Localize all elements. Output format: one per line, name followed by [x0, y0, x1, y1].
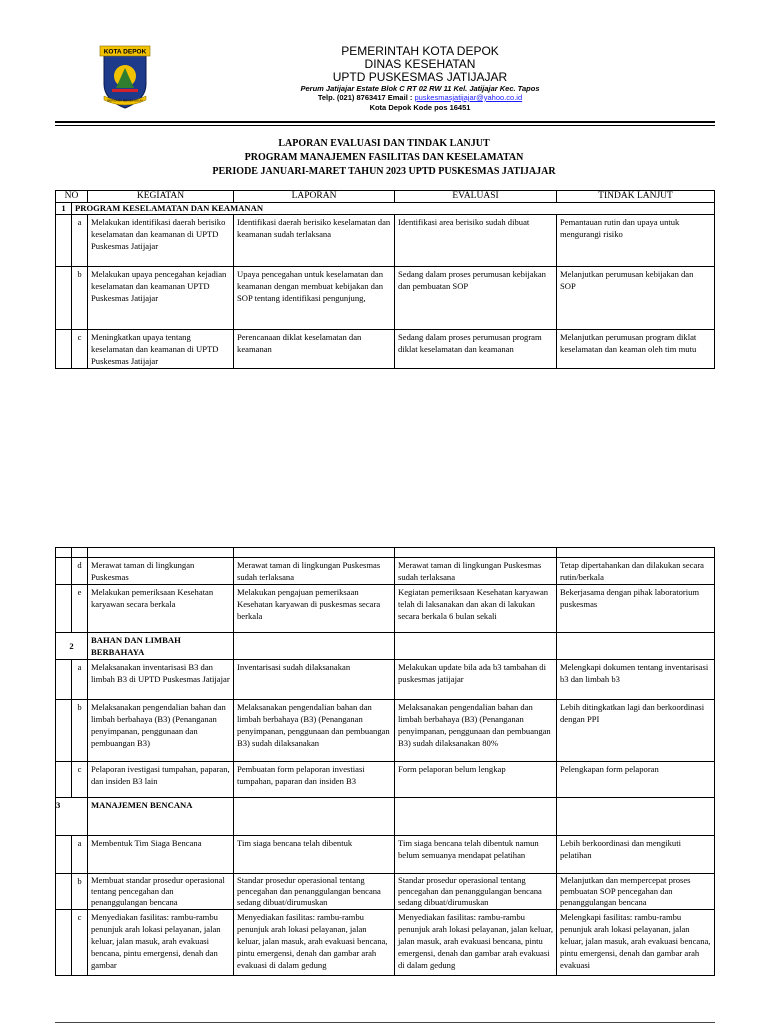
section-title: BAHAN DAN LIMBAH BERBAHAYA: [88, 633, 234, 660]
cell-tindak-lanjut: Melengkapi dokumen tentang inventarisasi b3 dan limbah b3: [557, 660, 715, 700]
logo-motto: BERSAMA MEMBANGUN: [107, 98, 143, 103]
header-tindak-lanjut: TINDAK LANJUT: [557, 191, 715, 203]
row-letter: d: [72, 558, 88, 585]
header-laporan: LAPORAN: [234, 191, 395, 203]
cell-evaluasi: Tim siaga bencana telah dibentuk namun belum semuanya mendapat pelatihan: [395, 836, 557, 874]
header-line-2: DINAS KESEHATAN: [364, 57, 476, 71]
cell-laporan: Upaya pencegahan untuk keselamatan dan keamanan dengan membuat kebijakan dan SOP tentang identifikasi pengunjung,: [234, 267, 395, 330]
cell-tindak-lanjut: Tetap dipertahankan dan dilakukan secara rutin/berkala: [557, 558, 715, 585]
cell-tindak-lanjut: Lebih berkoordinasi dan mengikuti pelatihan: [557, 836, 715, 874]
cell-tindak-lanjut: Lebih ditingkatkan lagi dan berkoordinasi dengan PPI: [557, 700, 715, 762]
header-contact: [210, 94, 630, 103]
row-letter: a: [72, 660, 88, 700]
header-kegiatan: KEGIATAN: [88, 191, 234, 203]
cell-kegiatan: Menyediakan fasilitas: rambu-rambu penunjuk arah lokasi pelayanan, jalan keluar, jalan masuk, arah evakuasi bencana, pintu emergensi, denah dan gambar: [88, 910, 234, 976]
cell-laporan: Melaksanakan pengendalian bahan dan limbah berbahaya (B3) (Penanganan penyimpanan, penggunaan dan pembuangan B3) sudah dilaksanakan: [234, 700, 395, 762]
cell-evaluasi: Sedang dalam proses perumusan kebijakan dan pembuatan SOP: [395, 267, 557, 330]
cell-evaluasi: Identifikasi area berisiko sudah dibuat: [395, 215, 557, 267]
cell-evaluasi: Form pelaporan belum lengkap: [395, 762, 557, 798]
cell-laporan: Perencanaan diklat keselamatan dan keamanan: [234, 330, 395, 369]
header-email-link[interactable]: puskesmasjatijajar@yahoo.co.id: [414, 93, 523, 102]
header-phone: Telp. (021) 8763417 Email :: [317, 93, 413, 102]
cell-kegiatan: Merawat taman di lingkungan Puskesmas: [88, 558, 234, 585]
section-title: MANAJEMEN BENCANA: [88, 798, 234, 836]
report-title-line-2: PROGRAM MANAJEMEN FASILITAS DAN KESELAMATAN: [244, 152, 524, 163]
report-title-line-1: LAPORAN EVALUASI DAN TINDAK LANJUT: [278, 138, 490, 149]
cell-evaluasi: Standar prosedur operasional tentang pencegahan dan penanggulangan bencana sedang dibuat/dirumuskan: [395, 874, 557, 910]
cell-tindak-lanjut: Pemantauan rutin dan upaya untuk mengurangi risiko: [557, 215, 715, 267]
section-row: [56, 203, 715, 215]
cell-kegiatan: Membentuk Tim Siaga Bencana: [88, 836, 234, 874]
table-row: [56, 762, 715, 798]
section-title: PROGRAM KESELAMATAN DAN KEAMANAN: [72, 203, 715, 215]
table-row: [56, 910, 715, 976]
cell-evaluasi: Sedang dalam proses perumusan program diklat keselamatan dan keamanan: [395, 330, 557, 369]
table-header-row: [56, 191, 715, 203]
table-row: [56, 700, 715, 762]
row-letter: c: [72, 330, 88, 369]
row-letter: c: [72, 910, 88, 976]
cell-kegiatan: Melakukan pemeriksaan Kesehatan karyawan secara berkala: [88, 585, 234, 633]
header-city: Kota Depok Kode pos 16451: [369, 103, 471, 112]
cell-evaluasi: Melaksanakan pengendalian bahan dan limbah berbahaya (B3) (Penanganan penyimpanan, penggunaan dan pembuangan B3) sudah dilaksanakan 80%: [395, 700, 557, 762]
section-number: 2: [56, 633, 88, 660]
cell-kegiatan: Melakukan upaya pencegahan kejadian keselamatan dan keamanan UPTD Puskesmas Jatijajar: [88, 267, 234, 330]
cell-laporan: Menyediakan fasilitas: rambu-rambu penunjuk arah lokasi pelayanan, jalan keluar, jalan masuk, arah evakuasi bencana, pintu emergensi, denah dan gambar arah evakuasi di dalam gedung: [234, 910, 395, 976]
row-letter: e: [72, 585, 88, 633]
table-row: [56, 660, 715, 700]
section-number: 1: [56, 203, 72, 215]
logo-text: KOTA DEPOK: [103, 48, 147, 56]
cell-tindak-lanjut: Melengkapi fasilitas: rambu-rambu penunjuk arah lokasi pelayanan, jalan keluar, jalan masuk, arah evakuasi bencana, pintu emergensi, denah dan gambar arah evakuasi: [557, 910, 715, 976]
section-row: [56, 798, 715, 836]
cell-laporan: Pembuatan form pelaporan investiasi tumpahan, paparan dan insiden B3: [234, 762, 395, 798]
row-letter: a: [72, 215, 88, 267]
cell-laporan: Tim siaga bencana telah dibentuk: [234, 836, 395, 874]
cell-tindak-lanjut: Melanjutkan dan mempercepat proses pembuatan SOP pencegahan dan penanggulangan bencana: [557, 874, 715, 910]
header-evaluasi: EVALUASI: [395, 191, 557, 203]
cell-kegiatan: Membuat standar prosedur operasional tentang pencegahan dan penanggulangan bencana: [88, 874, 234, 910]
header-rule-thin: [55, 125, 715, 126]
cell-laporan: Standar prosedur operasional tentang pencegahan dan penanggulangan bencana sedang dibuat/dirumuskan: [234, 874, 395, 910]
kota-depok-logo: [98, 44, 152, 110]
row-letter: b: [72, 267, 88, 330]
section-row: [56, 633, 715, 660]
cell-laporan: Inventarisasi sudah dilaksanakan: [234, 660, 395, 700]
cell-tindak-lanjut: Melanjutkan perumusan program diklat keselamatan dan keaman oleh tim mutu: [557, 330, 715, 369]
table-row: [56, 585, 715, 633]
row-letter: a: [72, 836, 88, 874]
header-rule-thick: [55, 121, 715, 123]
table-row: [56, 836, 715, 874]
cell-evaluasi: Menyediakan fasilitas: rambu-rambu penunjuk arah lokasi pelayanan, jalan keluar, jalan masuk, arah evakuasi bencana, pintu emergensi, denah dan gambar arah evakuasi di dalam gedung: [395, 910, 557, 976]
header-no: NO: [56, 191, 88, 203]
cell-laporan: Melakukan pengajuan pemeriksaan Kesehatan karyawan di puskesmas secara berkala: [234, 585, 395, 633]
cell-kegiatan: Melaksanakan pengendalian bahan dan limbah berbahaya (B3) (Penanganan penyimpanan, penggunaan dan pembuangan B3): [88, 700, 234, 762]
cell-laporan: Merawat taman di lingkungan Puskesmas sudah terlaksana: [234, 558, 395, 585]
row-letter: c: [72, 762, 88, 798]
cell-evaluasi: Merawat taman di lingkungan Puskesmas sudah terlaksana: [395, 558, 557, 585]
header-line-3: UPTD PUSKESMAS JATIJAJAR: [332, 70, 508, 84]
cell-kegiatan: Pelaporan ivestigasi tumpahan, paparan, dan insiden B3 lain: [88, 762, 234, 798]
table-row: [56, 874, 715, 910]
row-letter: b: [72, 700, 88, 762]
cell-evaluasi: Melakukan update bila ada b3 tambahan di puskesmas jatijajar: [395, 660, 557, 700]
header-address: Perum Jatijajar Estate Blok C RT 02 RW 11 Kel. Jatijajar Kec. Tapos: [300, 84, 540, 93]
cell-tindak-lanjut: Bekerjasama dengan pihak laboratorium puskesmas: [557, 585, 715, 633]
table-blank-row: [56, 548, 715, 558]
cell-kegiatan: Melaksanakan inventarisasi B3 dan limbah B3 di UPTD Puskesmas Jatijajar: [88, 660, 234, 700]
cell-kegiatan: Melakukan identifikasi daerah berisiko keselamatan dan keamanan di UPTD Puskesmas Jatijajar: [88, 215, 234, 267]
section-number: 3: [56, 798, 88, 836]
table-row: [56, 267, 715, 330]
cell-tindak-lanjut: Pelengkapan form pelaporan: [557, 762, 715, 798]
report-table-1: [55, 190, 715, 369]
row-letter: b: [72, 874, 88, 910]
report-title-line-3: PERIODE JANUARI-MARET TAHUN 2023 UPTD PUSKESMAS JATIJAJAR: [212, 166, 556, 177]
report-table-2: [55, 547, 715, 976]
cell-kegiatan: Meningkatkan upaya tentang keselamatan dan keamanan di UPTD Puskesmas Jatijajar: [88, 330, 234, 369]
table-row: [56, 215, 715, 267]
table-row: [56, 330, 715, 369]
table-row: [56, 558, 715, 585]
cell-tindak-lanjut: Melanjutkan perumusan kebijakan dan SOP: [557, 267, 715, 330]
cell-laporan: Identifikasi daerah berisiko keselamatan dan keamanan sudah terlaksana: [234, 215, 395, 267]
cell-evaluasi: Kegiatan pemeriksaan Kesehatan karyawan telah di laksanakan dan akan di lakukan secara berkala 6 bulan sekali: [395, 585, 557, 633]
page-bottom-rule: [55, 1022, 715, 1023]
header-line-1: PEMERINTAH KOTA DEPOK: [341, 44, 499, 58]
